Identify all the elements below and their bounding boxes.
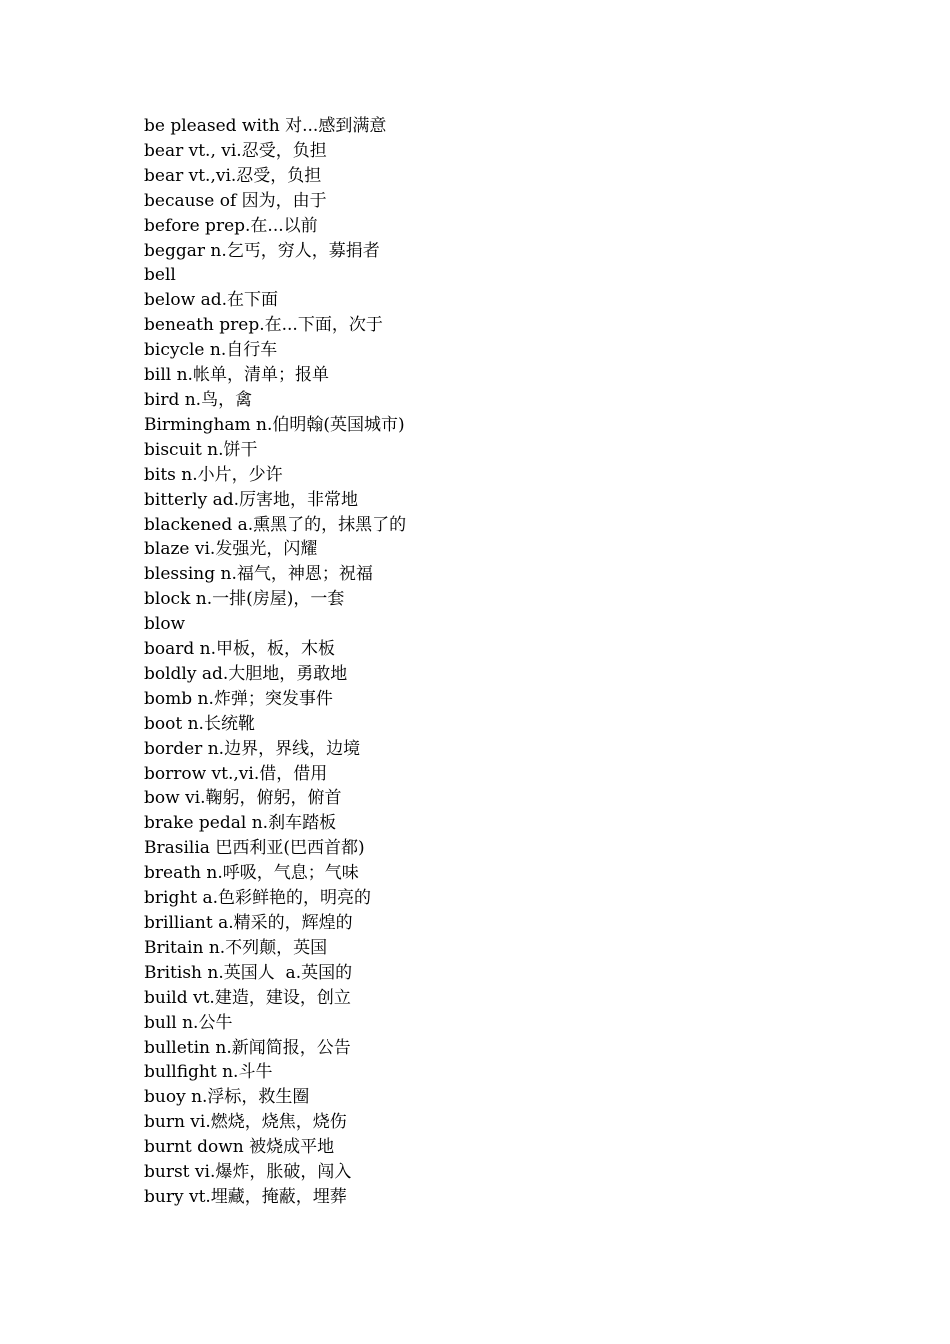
vocabulary-entry: bitterly ad.厉害地，非常地: [144, 489, 359, 510]
vocabulary-entry: burst vi.爆炸，胀破，闯入: [144, 1162, 352, 1183]
vocabulary-entry: bird n.鸟，禽: [144, 389, 253, 410]
vocabulary-entry: bits n.小片，少许: [144, 464, 283, 485]
vocabulary-entry: blow: [144, 614, 186, 635]
vocabulary-entry: Britain n.不列颠，英国: [144, 937, 328, 958]
vocabulary-entry: boot n.长统靴: [144, 713, 255, 734]
vocabulary-entry: Brasilia 巴西利亚(巴西首都): [144, 838, 365, 859]
vocabulary-entry: buoy n.浮标，救生圈: [144, 1087, 310, 1108]
vocabulary-entry: biscuit n.饼干: [144, 439, 258, 460]
vocabulary-entry: burnt down 被烧成平地: [144, 1137, 335, 1158]
vocabulary-entry: bell: [144, 265, 176, 286]
vocabulary-entry: board n.甲板，板，木板: [144, 639, 336, 660]
vocabulary-entry: blaze vi.发强光，闪耀: [144, 539, 318, 560]
vocabulary-entry: because of 因为，由于: [144, 190, 327, 211]
vocabulary-entry: beneath prep.在...下面，次于: [144, 315, 383, 336]
vocabulary-entry: bright a.色彩鲜艳的，明亮的: [144, 888, 372, 909]
vocabulary-entry: bear vt., vi.忍受，负担: [144, 140, 327, 161]
vocabulary-entry: borrow vt.,vi.借，借用: [144, 763, 328, 784]
vocabulary-entry: bicycle n.自行车: [144, 340, 278, 361]
vocabulary-entry: brilliant a.精采的，辉煌的: [144, 913, 353, 933]
vocabulary-entry: bull n.公牛: [144, 1012, 233, 1033]
vocabulary-entry: beggar n.乞丐，穷人，募捐者: [144, 240, 380, 261]
vocabulary-entry: build vt.建造，建设，创立: [144, 987, 351, 1008]
vocabulary-entry: Birmingham n.伯明翰(英国城市): [144, 414, 405, 435]
vocabulary-entry: bear vt.,vi.忍受，负担: [144, 165, 322, 186]
vocabulary-entry: British n.英国人 a.英国的: [144, 962, 353, 983]
vocabulary-entry: block n.一排(房屋)，一套: [144, 589, 345, 610]
vocabulary-entry: border n.边界，界线，边境: [144, 738, 361, 759]
vocabulary-entry: blackened a.熏黑了的，抹黑了的: [144, 514, 407, 535]
vocabulary-entry: burn vi.燃烧，烧焦，烧伤: [144, 1112, 347, 1133]
vocabulary-entry: breath n.呼吸，气息；气味: [144, 863, 359, 884]
vocabulary-entry: bow vi.鞠躬，俯躬，俯首: [144, 788, 342, 809]
vocabulary-entry: before prep.在...以前: [144, 215, 318, 236]
vocabulary-entry: bill n.帐单，清单；报单: [144, 365, 329, 386]
vocabulary-entry: boldly ad.大胆地，勇敢地: [144, 663, 348, 684]
vocabulary-entry: below ad.在下面: [144, 290, 278, 311]
vocabulary-entry: be pleased with 对...感到满意: [144, 116, 387, 136]
vocabulary-entry: bulletin n.新闻简报，公告: [144, 1037, 351, 1058]
vocabulary-entry: bury vt.埋藏，掩蔽，埋葬: [144, 1186, 347, 1207]
vocabulary-entry: blessing n.福气，神恩；祝福: [144, 564, 373, 585]
vocabulary-entry: bullfight n.斗牛: [144, 1062, 273, 1083]
vocabulary-list: [144, 114, 406, 1210]
vocabulary-entry: bomb n.炸弹；突发事件: [144, 688, 333, 709]
vocabulary-entry: brake pedal n.刹车踏板: [144, 813, 337, 834]
